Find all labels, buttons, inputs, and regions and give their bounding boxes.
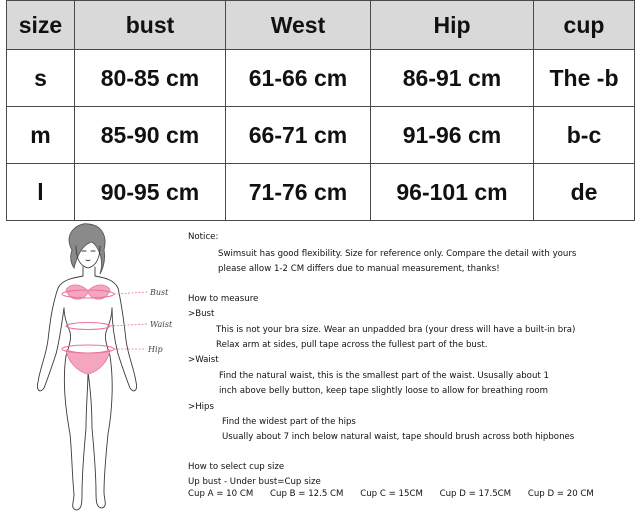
cup-value: Cup D = 17.5CM <box>439 489 512 499</box>
table-header-row <box>7 1 635 50</box>
waist-section-title: >Waist <box>188 355 219 365</box>
hips-line: Find the widest part of the hips <box>222 417 356 427</box>
cell-hip: 86-91 cm <box>371 50 534 107</box>
size-chart-table <box>6 0 635 221</box>
cell-cup: de <box>534 164 635 221</box>
hips-section-title: >Hips <box>188 402 214 412</box>
cell-west: 66-71 cm <box>226 107 371 164</box>
header-cup: cup <box>534 1 635 50</box>
how-to-measure-title: How to measure <box>188 294 259 304</box>
notice-line: Swimsuit has good flexibility. Size for reference only. Compare the detail with yours <box>218 249 577 259</box>
table-row <box>7 50 635 107</box>
hips-line: Usually about 7 inch below natural waist, tape should brush across both hipbones <box>222 432 575 442</box>
body-measurement-figure <box>0 222 185 515</box>
cell-size: m <box>7 107 75 164</box>
table-row <box>7 107 635 164</box>
cell-size: s <box>7 50 75 107</box>
bust-section-title: >Bust <box>188 309 215 319</box>
header-bust: bust <box>75 1 226 50</box>
bust-line: This is not your bra size. Wear an unpadded bra (your dress will have a built-in bra) <box>216 325 576 335</box>
cell-bust: 85-90 cm <box>75 107 226 164</box>
cell-cup: b-c <box>534 107 635 164</box>
hip-band <box>62 345 114 353</box>
cell-bust: 80-85 cm <box>75 50 226 107</box>
cell-bust: 90-95 cm <box>75 164 226 221</box>
bust-line: Relax arm at sides, pull tape across the fullest part of the bust. <box>216 340 488 350</box>
cell-size: l <box>7 164 75 221</box>
measurement-leader-lines <box>110 292 148 349</box>
cell-west: 61-66 cm <box>226 50 371 107</box>
bust-label: Bust <box>150 288 169 297</box>
cup-value: Cup B = 12.5 CM <box>270 489 344 499</box>
cup-value: Cup C = 15CM <box>360 489 423 499</box>
cell-west: 71-76 cm <box>226 164 371 221</box>
header-size: size <box>7 1 75 50</box>
cup-size-formula: Up bust - Under bust=Cup size <box>188 477 321 487</box>
cup-size-values <box>188 489 638 499</box>
waist-band <box>66 323 110 330</box>
waist-label: Waist <box>150 320 173 329</box>
cell-cup: The -b <box>534 50 635 107</box>
hip-label: Hip <box>148 345 163 354</box>
cell-hip: 96-101 cm <box>371 164 534 221</box>
waist-line: Find the natural waist, this is the smallest part of the waist. Ususally about 1 <box>219 371 549 381</box>
waist-line: inch above belly button, keep tape slightly loose to allow for breathing room <box>219 386 549 396</box>
cell-hip: 91-96 cm <box>371 107 534 164</box>
cup-value: Cup D = 20 CM <box>527 489 594 499</box>
notice-title: Notice: <box>188 232 219 242</box>
header-hip: Hip <box>371 1 534 50</box>
cup-value: Cup A = 10 CM <box>188 489 254 499</box>
header-west: West <box>226 1 371 50</box>
notice-line: please allow 1-2 CM differs due to manual measurement, thanks! <box>218 264 500 274</box>
cup-size-title: How to select cup size <box>188 462 285 472</box>
table-row <box>7 164 635 221</box>
